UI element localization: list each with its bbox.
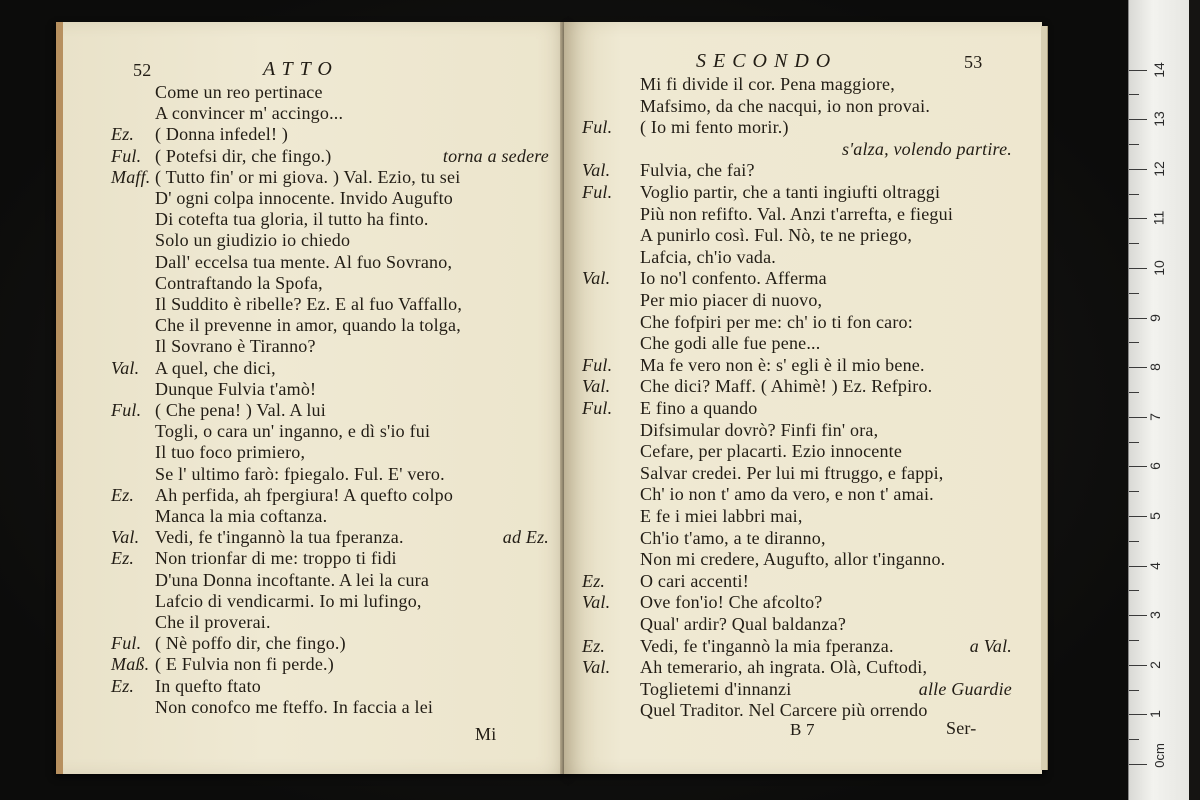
verse-line: A punirlo così. Ful. Nò, te ne priego, bbox=[640, 225, 913, 246]
ruler-number: 6 bbox=[1146, 462, 1163, 471]
ruler-tick bbox=[1129, 615, 1147, 616]
ruler-tick bbox=[1129, 739, 1139, 740]
ruler-tick bbox=[1129, 243, 1139, 244]
verse-line: ( Nè poffo dir, che fingo.) bbox=[155, 633, 346, 654]
verse-line: ( Tutto fin' or mi giova. ) Val. Ezio, tu sei bbox=[155, 166, 461, 187]
ruler-number: 11 bbox=[1150, 211, 1167, 226]
page-number-left: 52 bbox=[133, 60, 152, 80]
ruler-number: 1 bbox=[1146, 710, 1163, 719]
verse-line: Che fofpiri per me: ch' io ti fon caro: bbox=[640, 311, 913, 332]
verse-line: Che dici? Maff. ( Ahimè! ) Ez. Refpiro. bbox=[640, 376, 933, 397]
ruler-tick bbox=[1129, 94, 1139, 95]
speaker-label: Ez. bbox=[111, 675, 135, 696]
verse-line: Ah temerario, ah ingrata. Olà, Cuftodi, bbox=[640, 657, 928, 678]
verse-line: Che il prevenne in amor, quando la tolga, bbox=[155, 315, 461, 336]
ruler-number: 14 bbox=[1150, 61, 1167, 78]
ruler-tick bbox=[1129, 342, 1139, 343]
verse-line: Lafcio di vendicarmi. Io mi lufingo, bbox=[155, 590, 422, 611]
ruler-tick bbox=[1129, 318, 1147, 319]
verse-line: Qual' ardir? Qual baldanza? bbox=[640, 614, 847, 634]
ruler-number: 2 bbox=[1146, 660, 1163, 669]
ruler-number: 3 bbox=[1146, 611, 1163, 620]
ruler-tick bbox=[1129, 590, 1139, 591]
verse-line: Più non refifto. Val. Anzi t'arrefta, e fiegui bbox=[640, 203, 954, 224]
ruler-tick bbox=[1129, 764, 1147, 765]
verse-line: ( Donna infedel! ) bbox=[155, 124, 289, 145]
ruler-tick bbox=[1129, 144, 1139, 145]
ruler-tick bbox=[1129, 367, 1147, 368]
speaker-label: Ez. bbox=[582, 635, 606, 656]
ruler-number: 12 bbox=[1150, 161, 1167, 177]
ruler-tick bbox=[1129, 665, 1147, 666]
verse-line: Che godi alle fue pene... bbox=[640, 333, 821, 354]
verse-line: Il Suddito è ribelle? Ez. E al fuo Vaffallo, bbox=[155, 294, 463, 314]
verse-line: Mafsimo, da che nacqui, io non provai. bbox=[640, 95, 931, 116]
verse-line: Come un reo pertinace bbox=[155, 82, 323, 102]
ruler-number: 13 bbox=[1150, 111, 1167, 127]
speaker-label: Val. bbox=[111, 357, 140, 378]
ruler-tick bbox=[1129, 714, 1147, 715]
verse-line: Solo un giudizio io chiedo bbox=[155, 230, 351, 251]
speaker-label: Val. bbox=[111, 527, 140, 548]
speaker-label: Ful. bbox=[582, 354, 613, 375]
running-head-right: SECONDO bbox=[696, 50, 838, 72]
verse-line: Cefare, per placarti. Ezio innocente bbox=[640, 441, 903, 462]
verse-line: Per mio piacer di nuovo, bbox=[640, 290, 823, 310]
verse-line: Dunque Fulvia t'amò! bbox=[155, 378, 317, 399]
verse-line: D' ogni colpa innocente. Invido Augufto bbox=[155, 188, 453, 208]
stage-direction: s'alza, volendo partire. bbox=[842, 138, 1012, 159]
stage-direction: ad Ez. bbox=[502, 527, 549, 548]
ruler-tick bbox=[1129, 516, 1147, 517]
speaker-label: Ful. bbox=[111, 633, 142, 654]
ruler-tick bbox=[1129, 119, 1147, 120]
ruler-tick bbox=[1129, 218, 1147, 219]
verse-line: Io no'l confento. Afferma bbox=[640, 268, 827, 289]
verse-line: Il tuo foco primiero, bbox=[155, 442, 306, 463]
speaker-label: Ful. bbox=[111, 400, 142, 420]
speaker-label: Ful. bbox=[582, 398, 613, 418]
speaker-label: Maß. bbox=[111, 654, 150, 675]
ruler-tick bbox=[1129, 392, 1139, 393]
ruler-number: 4 bbox=[1146, 561, 1163, 570]
ruler-unit-label: 0cm bbox=[1151, 743, 1167, 768]
verse-line: Il Sovrano è Tiranno? bbox=[155, 336, 316, 357]
speaker-label: Ez. bbox=[111, 548, 135, 569]
ruler-tick bbox=[1129, 466, 1147, 467]
verse-line: ( Potefsi dir, che fingo.) bbox=[155, 145, 332, 166]
verse-line: ( Io mi fento morir.) bbox=[640, 117, 789, 138]
ruler-number: 8 bbox=[1146, 363, 1163, 372]
stage-direction: alle Guardie bbox=[918, 678, 1012, 699]
verse-line: Fulvia, che fai? bbox=[640, 160, 755, 181]
speaker-label: Ful. bbox=[582, 117, 613, 138]
verse-line: In quefto ftato bbox=[155, 675, 261, 696]
verse-line: Difsimular dovrò? Finfi fin' ora, bbox=[640, 419, 879, 440]
speaker-label: Ez. bbox=[582, 570, 606, 591]
ruler-tick bbox=[1129, 566, 1147, 567]
ruler-tick bbox=[1129, 541, 1139, 542]
ruler-number: 5 bbox=[1146, 512, 1163, 520]
signature-mark: B 7 bbox=[790, 720, 815, 739]
open-book bbox=[48, 22, 1042, 782]
speaker-label: Ful. bbox=[111, 145, 142, 166]
verse-line: D'una Donna incoftante. A lei la cura bbox=[155, 569, 430, 590]
verse-line: Quel Traditor. Nel Carcere più orrendo bbox=[640, 700, 928, 721]
measuring-ruler bbox=[1128, 0, 1189, 800]
verse-line: A convincer m' accingo... bbox=[155, 103, 344, 124]
verse-line: E fino a quando bbox=[640, 398, 758, 418]
ruler-tick bbox=[1129, 690, 1139, 691]
ruler-tick bbox=[1129, 194, 1139, 195]
catchword-right: Ser- bbox=[946, 718, 977, 738]
verse-line: Manca la mia coftanza. bbox=[155, 506, 328, 526]
ruler-tick bbox=[1129, 268, 1147, 269]
verse-line: Non trionfar di me: troppo ti fidi bbox=[155, 548, 397, 569]
stage-direction: torna a sedere bbox=[442, 145, 549, 166]
page-number-right: 53 bbox=[964, 52, 983, 72]
verse-line: Ma fe vero non è: s' egli è il mio bene. bbox=[640, 354, 925, 375]
speaker-label: Val. bbox=[582, 376, 611, 397]
speaker-label: Maff. bbox=[111, 166, 151, 187]
verse-line: Mi fi divide il cor. Pena maggiore, bbox=[640, 74, 895, 94]
ruler-tick bbox=[1129, 70, 1147, 71]
catchword-left: Mi bbox=[475, 724, 497, 744]
verse-line: Lafcia, ch'io vada. bbox=[640, 246, 776, 267]
ruler-tick bbox=[1129, 491, 1139, 492]
verse-line: Ove fon'io! Che afcolto? bbox=[640, 592, 823, 613]
verse-line: O cari accenti! bbox=[640, 570, 749, 591]
verse-line: Se l' ultimo farò: fpiegalo. Ful. E' vero. bbox=[155, 463, 445, 484]
verse-line: Che il proverai. bbox=[155, 612, 271, 632]
speaker-label: Ful. bbox=[582, 182, 613, 202]
ruler-tick bbox=[1129, 442, 1139, 443]
verse-line: Non mi credere, Augufto, allor t'inganno. bbox=[640, 549, 946, 570]
ruler-tick bbox=[1129, 293, 1139, 294]
verse-line: Ch'io t'amo, a te diranno, bbox=[640, 527, 826, 548]
ruler-number: 7 bbox=[1146, 412, 1163, 421]
speaker-label: Ez. bbox=[111, 124, 135, 145]
right-page bbox=[564, 22, 1042, 774]
verse-line: Vedi, fe t'ingannò la tua fperanza. bbox=[155, 527, 404, 548]
verse-line: Ah perfida, ah fpergiura! A quefto colpo bbox=[155, 484, 454, 505]
verse-line: Voglio partir, che a tanti ingiufti oltraggi bbox=[640, 182, 941, 202]
speaker-label: Ez. bbox=[111, 484, 135, 505]
speaker-label: Val. bbox=[582, 657, 611, 678]
running-head-left: ATTO bbox=[263, 58, 339, 80]
verse-line: E fe i miei labbri mai, bbox=[640, 506, 803, 526]
speaker-label: Val. bbox=[582, 592, 611, 613]
ruler-number: 9 bbox=[1146, 313, 1163, 322]
verse-line: ( E Fulvia non fi perde.) bbox=[155, 654, 334, 675]
verse-line: Non conofco me fteffo. In faccia a lei bbox=[155, 696, 434, 717]
verse-line: Togli, o cara un' inganno, e dì s'io fui bbox=[155, 421, 431, 442]
ruler-tick bbox=[1129, 640, 1139, 641]
verse-line: Vedi, fe t'ingannò la mia fperanza. bbox=[640, 635, 894, 656]
verse-line: Ch' io non t' amo da vero, e non t' amai. bbox=[640, 484, 934, 505]
stage-direction: a Val. bbox=[969, 635, 1012, 656]
verse-line: A quel, che dici, bbox=[155, 357, 276, 378]
verse-line: Salvar credei. Per lui mi ftruggo, e fappi, bbox=[640, 462, 944, 483]
speaker-label: Val. bbox=[582, 160, 611, 181]
ruler-number: 10 bbox=[1150, 260, 1167, 276]
verse-line: ( Che pena! ) Val. A lui bbox=[155, 400, 326, 420]
speaker-label: Val. bbox=[582, 268, 611, 289]
verse-line: Contraftando la Spofa, bbox=[155, 272, 323, 293]
left-page bbox=[56, 22, 571, 774]
verse-line: Di cotefta tua gloria, il tutto ha finto. bbox=[155, 209, 429, 230]
verse-line: Toglietemi d'innanzi bbox=[640, 678, 792, 699]
verse-line: Dall' eccelsa tua mente. Al fuo Sovrano, bbox=[155, 251, 453, 272]
ruler-tick bbox=[1129, 169, 1147, 170]
ruler-tick bbox=[1129, 417, 1147, 418]
